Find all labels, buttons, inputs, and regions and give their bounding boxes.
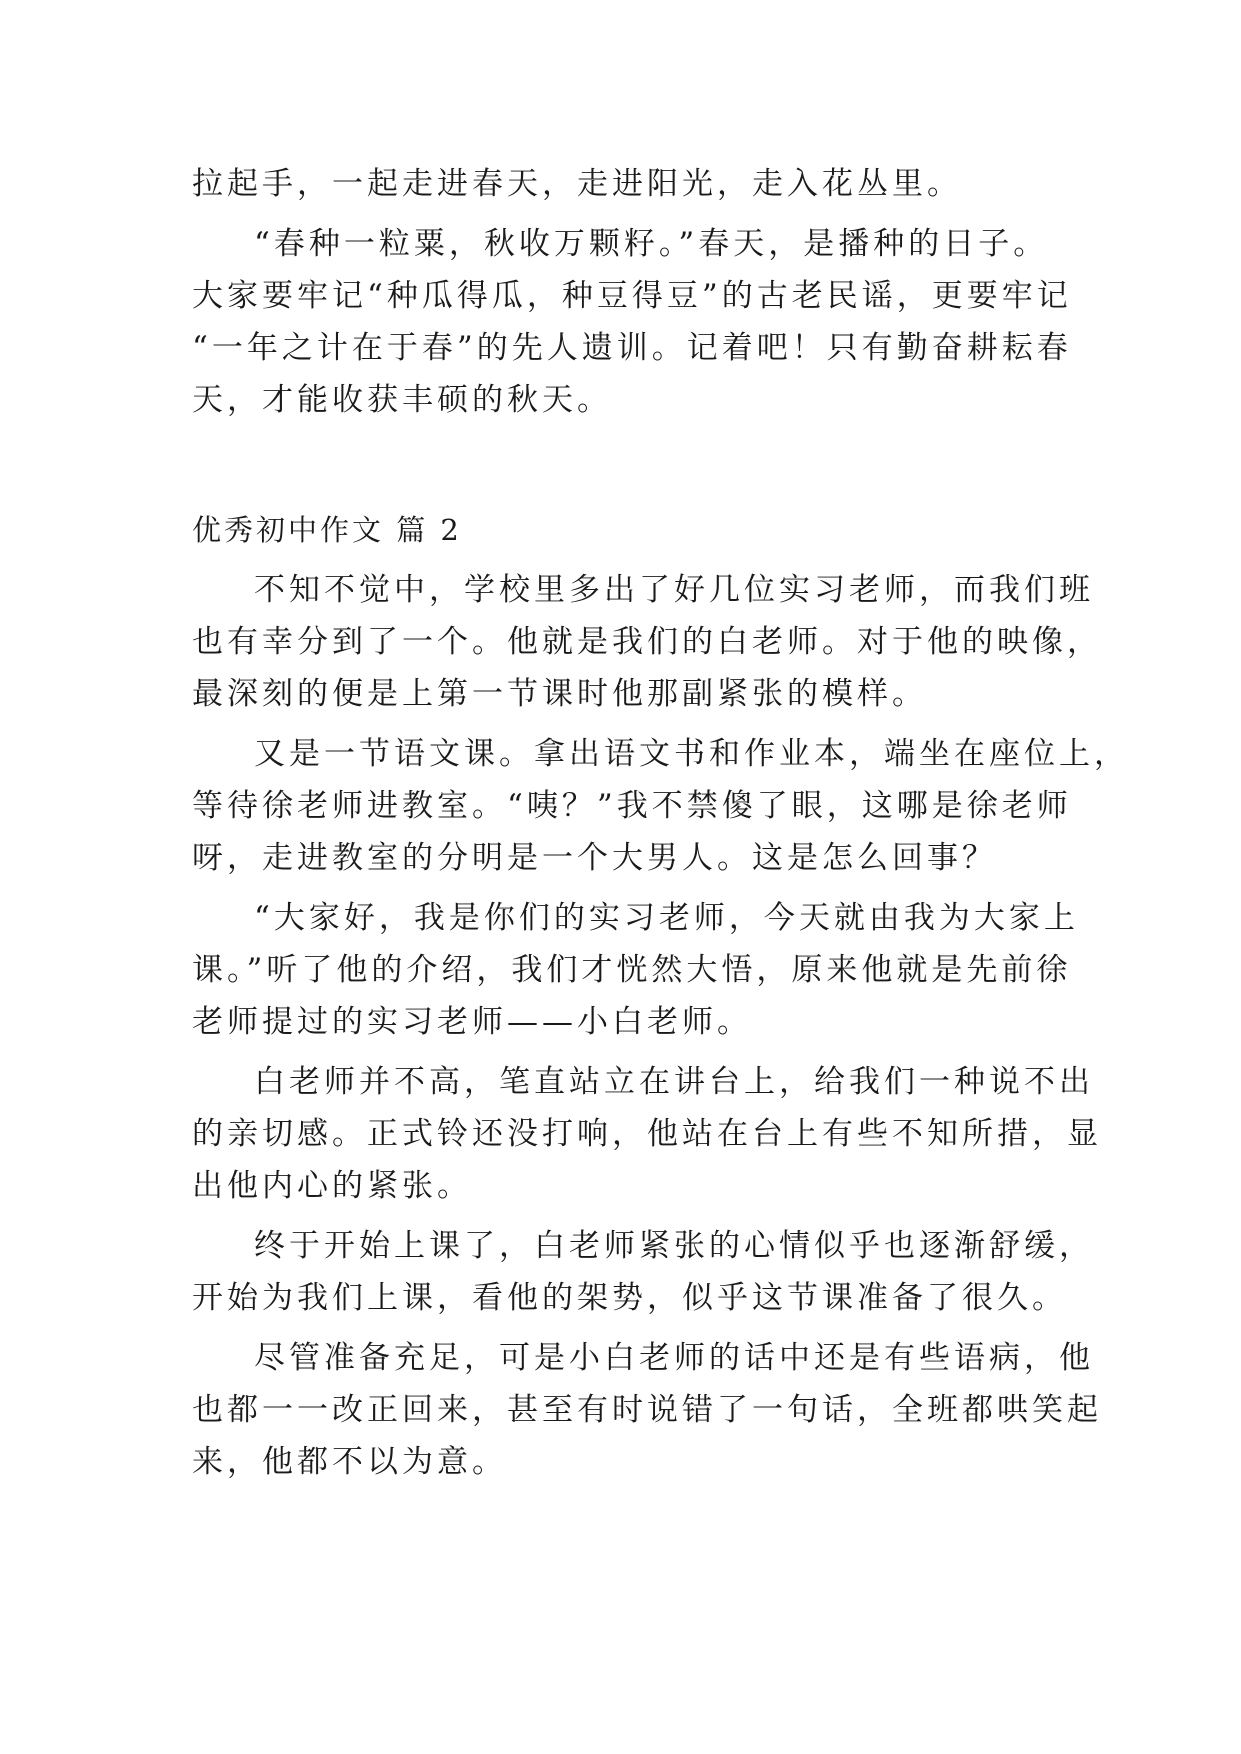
text-line: 出他内心的紧张。 (192, 1168, 472, 1204)
text-line: 尽管准备充足，可是小白老师的话中还是有些语病，他 (254, 1340, 1094, 1376)
paragraph (192, 1220, 1094, 1324)
paragraph (192, 728, 1129, 884)
text-line: 拉起手，一起走进春天，走进阳光，走入花丛里。 (192, 166, 962, 202)
text-line: 也都一一改正回来，甚至有时说错了一句话，全班都哄笑起 (192, 1392, 1102, 1428)
text-line: 来，他都不以为意。 (192, 1444, 507, 1480)
text-line: “一年之计在于春”的先人遗训。记着吧！只有勤奋耕耘春 (192, 330, 1072, 366)
paragraph (192, 1332, 1102, 1488)
text-line: 老师提过的实习老师——小白老师。 (192, 1004, 752, 1040)
text-line: 呀，走进教室的分明是一个大男人。这是怎么回事？ (192, 840, 997, 876)
paragraph (192, 564, 1102, 720)
text-line: “大家好，我是你们的实习老师，今天就由我为大家上 (254, 900, 1079, 936)
text-line: 的亲切感。正式铃还没打响，他站在台上有些不知所措，显 (192, 1116, 1102, 1152)
text-line: 课。”听了他的介绍，我们才恍然大悟，原来他就是先前徐 (192, 952, 1072, 988)
paragraph (192, 218, 1072, 426)
text-line: 开始为我们上课，看他的架势，似乎这节课准备了很久。 (192, 1280, 1067, 1316)
text-line: “春种一粒粟，秋收万颗籽。”春天，是播种的日子。 (254, 226, 1049, 262)
document-page (192, 158, 1129, 1496)
paragraph (192, 158, 1072, 210)
paragraph (192, 1056, 1102, 1212)
text-line: 不知不觉中，学校里多出了好几位实习老师，而我们班 (254, 572, 1094, 608)
text-line: 终于开始上课了，白老师紧张的心情似乎也逐渐舒缓， (254, 1228, 1094, 1264)
text-line: 最深刻的便是上第一节课时他那副紧张的模样。 (192, 676, 927, 712)
paragraph (192, 892, 1079, 1048)
text-line: 又是一节语文课。拿出语文书和作业本，端坐在座位上， (254, 736, 1129, 772)
text-line: 也有幸分到了一个。他就是我们的白老师。对于他的映像， (192, 624, 1102, 660)
section-heading: 优秀初中作文 篇 2 (192, 513, 462, 547)
text-line: 大家要牢记“种瓜得瓜，种豆得豆”的古老民谣，更要牢记 (192, 278, 1072, 314)
text-line: 等待徐老师进教室。“咦？”我不禁傻了眼，这哪是徐老师 (192, 788, 1072, 824)
text-line: 白老师并不高，笔直站立在讲台上，给我们一种说不出 (254, 1064, 1094, 1100)
text-line: 天，才能收获丰硕的秋天。 (192, 382, 612, 418)
section-spacer (192, 434, 1072, 504)
